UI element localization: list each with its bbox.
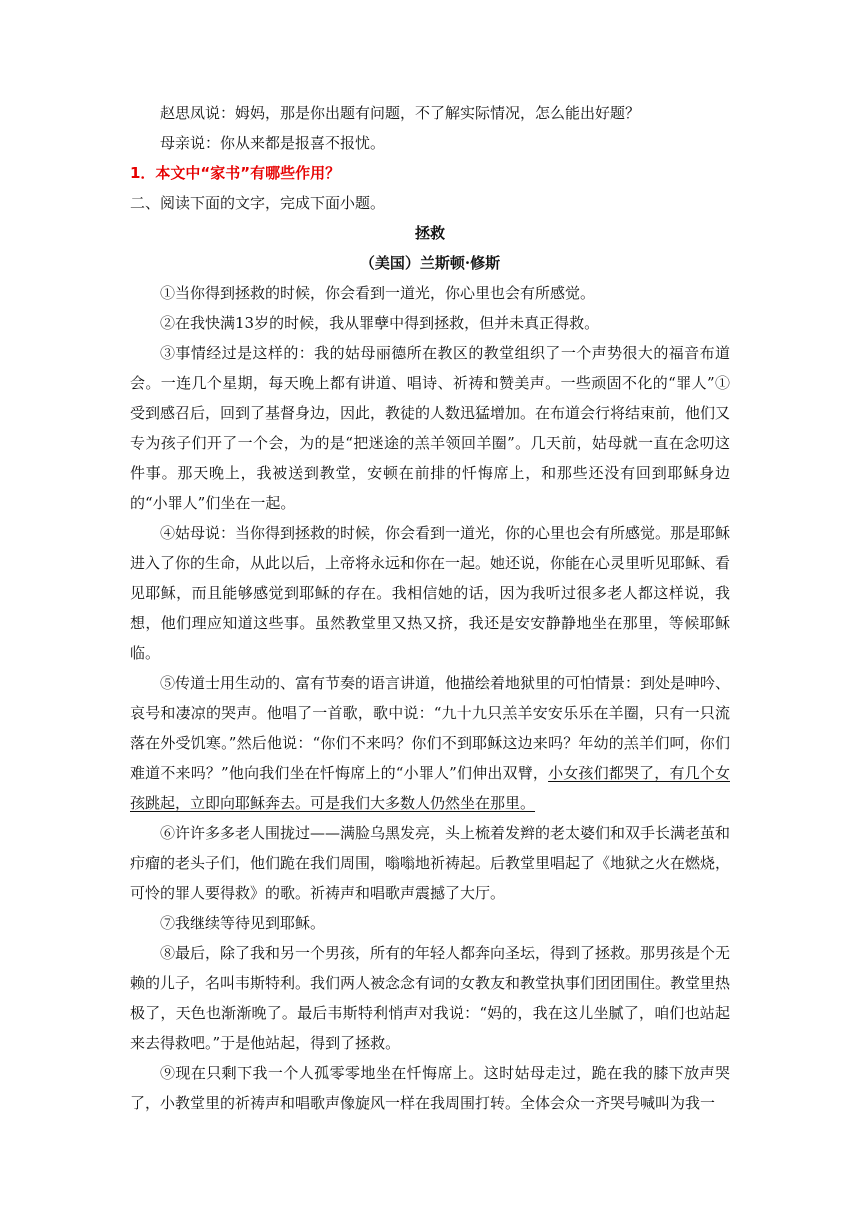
paragraph-5 — [130, 668, 730, 818]
paragraph-3: ③事情经过是这样的：我的姑母丽德所在教区的教堂组织了一个声势很大的福音布道会。一连几个星期，每天晚上都有讲道、唱诗、祈祷和赞美声。一些顽固不化的“罪人”①受到感召后，回到了基督身边，因此，教徒的人数迅猛增加。在布道会行将结束前，他们又专为孩子们开了一个会，为的是“把迷途的羔羊领回羊圈”。几天前，姑母就一直在念叨这件事。那天晚上，我被送到教堂，安顿在前排的忏悔席上，和那些还没有回到耶稣身边的“小罪人”们坐在一起。 — [130, 344, 731, 512]
underlined-passage: 小女孩们都哭了，有几个女孩跳起，立即向耶稣奔去。可是我们大多数人仍然坐在那里。 — [130, 764, 730, 812]
paragraph-6: ⑥许许多多老人围拢过——满脸乌黑发亮，头上梳着发辫的老太婆们和双手长满老茧和疖瘤的老头子们，他们跪在我们周围，嗡嗡地祈祷起。后教堂里唱起了《地狱之火在燃烧，可怜的罪人要得救》的歌。祈祷声和唱歌声震撼了大厅。 — [130, 824, 731, 902]
paragraph-7: ⑦我继续等待见到耶稣。 — [160, 914, 326, 932]
article-title: 拯救 — [414, 224, 445, 242]
question-1: 1．本文中“家书”有哪些作用？ — [130, 164, 341, 182]
paragraph-9: ⑨现在只剩下我一个人孤零零地坐在忏悔席上。这时姑母走过，跪在我的膝下放声哭了，小教堂里的祈祷声和唱歌声像旋风一样在我周围打转。全体会众一齐哭号喊叫为我一 — [130, 1064, 730, 1112]
paragraph-5-text: ⑤传道士用生动的、富有节奏的语言讲道，他描绘着地狱里的可怕情景：到处是呻吟、哀号和凄凉的哭声。他唱了一首歌，歌中说：“九十九只羔羊安安乐乐在羊圈，只有一只流落在外受饥寒。”然后他说：“你们不来吗？你们不到耶稣这边来吗？年幼的羔羊们呵，你们难道不来吗？”他向我们坐在忏悔席上的“小罪人”们伸出双臂， — [130, 674, 731, 782]
paragraph-2: ②在我快满13岁的时候，我从罪孽中得到拯救，但并未真正得救。 — [160, 314, 600, 332]
paragraph-4: ④姑母说：当你得到拯救的时候，你会看到一道光，你的心里也会有所感觉。那是耶稣进入了你的生命，从此以后，上帝将永远和你在一起。她还说，你能在心灵里听见耶稣、看见耶稣，而且能够感觉到耶稣的存在。我相信她的话，因为我听过很多老人都这样说，我想，他们理应知道这些事。虽然教堂里又热又挤，我还是安安静静地坐在那里，等候耶稣临。 — [130, 524, 731, 662]
dialogue-line-1: 赵思凤说：姆妈，那是你出题有问题，不了解实际情况，怎么能出好题？ — [160, 104, 641, 122]
dialogue-line-2: 母亲说：你从来都是报喜不报忧。 — [160, 134, 386, 152]
article-author: （美国）兰斯顿·修斯 — [359, 254, 501, 272]
section-2-heading: 二、阅读下面的文字，完成下面小题。 — [130, 194, 386, 212]
paragraph-8: ⑧最后，除了我和另一个男孩，所有的年轻人都奔向圣坛，得到了拯救。那男孩是个无赖的儿子，名叫韦斯特利。我们两人被念念有词的女教友和教堂执事们团团围住。教堂里热极了，天色也渐渐晚了。最后韦斯特利悄声对我说：“妈的，我在这儿坐腻了，咱们也站起来去得救吧。”于是他站起，得到了拯救。 — [130, 944, 731, 1052]
paragraph-1: ①当你得到拯救的时候，你会看到一道光，你心里也会有所感觉。 — [160, 284, 596, 302]
